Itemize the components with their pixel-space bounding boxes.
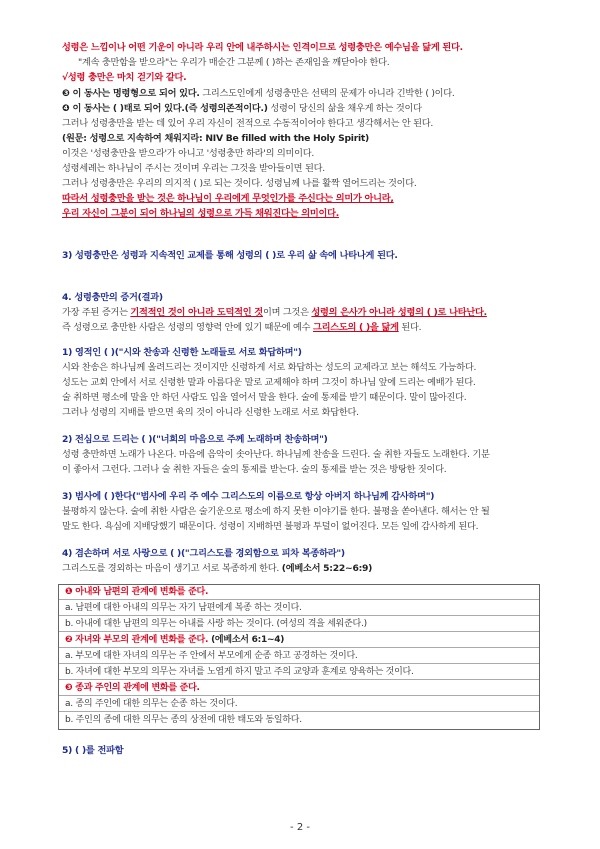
subsection-4-text: 그리스도를 경외하는 마음이 생기고 서로 복종하게 한다. [62,563,282,574]
subsection-4-heading: 4) 겸손하며 서로 사랑으로 ( )("그리스도를 경외함으로 피차 복종하라") [62,548,345,559]
page-number: - 2 - [290,822,310,833]
section-3-heading: 3) 성령충만은 성령과 지속적인 교제를 통해 성령의 ( )로 우리 삶 속에 나타나게 된다. [62,250,398,261]
line-baptism: 성령세례는 하나님이 주시는 것이며 우리는 그것을 받아들이면 된다. [62,163,325,174]
subsection-2-heading: 2) 전심으로 드리는 ( )("너희의 마음으로 주께 노래하며 찬송하며") [62,434,328,445]
line-will: 그러나 성령충만은 우리의 의지적 ( )로 되는 것이다. 성령님께 나를 활짝 열어드리는 것이다. [62,178,417,189]
relationship-box [58,584,540,730]
box-row-parent-duty: b. 자녀에 대한 부모의 의무는 자녀를 노엽게 하지 말고 주의 교양과 훈계로 양육하는 것이다. [59,665,539,680]
subsection-3-p2: 말도 한다. 욕심에 지배당했기 때문이다. 성령이 지배하면 불평과 투덜이 없어진다. 모든 일에 감사하게 된다. [62,521,479,532]
subsection-5-heading: 5) ( )를 전파함 [62,745,124,756]
line-therefore: 따라서 성령충만을 받는 것은 하나님이 우리에게 무엇인가를 주신다는 의미가 아니라, [62,193,394,204]
subsection-1-p2: 성도는 교회 안에서 서로 신령한 말과 아름다운 말로 교제해야 하며 그것이 하나님 앞에 드리는 예배가 된다. [62,377,476,388]
subsection-1-p3: 술 취하면 평소에 말을 안 하던 사람도 입을 열어서 말을 한다. 술에 통제를 받기 때문이다. 말이 많아진다. [62,392,467,403]
character-christ: 그리스도의 ( )을 닮게 [312,322,399,333]
subsection-4-p1 [62,563,566,575]
imperative-heading: ❸ 이 동사는 명령형으로 되어 있다. [62,88,200,99]
line-meaning: 이것은 '성령충만을 받으라'가 아니고 '성령충만 하라'의 의미이다. [62,148,315,159]
subsection-3-p1: 불평하지 않는다. 술에 취한 사람은 술기운으로 평소에 하지 못한 이야기를 한다. 불평을 쏟아낸다. 해서는 안 될 [62,506,490,517]
box-row-servant-duty: a. 종의 주인에 대한 의무는 순종 하는 것이다. [59,697,539,712]
box-row-wife-duty: a. 남편에 대한 아내의 의무는 자기 남편에게 복종 하는 것이다. [59,601,539,616]
line-original-text: (원문: 성령으로 지속하여 채워지라: NIV Be filled with the Holy Spirit) [62,133,369,144]
line-filling-walking: √성령 충만은 마치 걷기와 같다. [62,72,187,83]
subsection-4-ref: (에베소서 5:22~6:9) [281,563,373,574]
box-row-marriage: ❶ 아내와 남편의 관계에 변화를 준다. [59,585,539,600]
evidence-text-1: 가장 주된 증거는 [62,307,131,318]
section-4-heading: 4. 성령충만의 증거(결과) [62,292,163,303]
subsection-2-p2: 이 좋아서 그런다. 그러나 술 취한 자들은 술의 통제를 받는다. 술의 통제를 받는 것은 방탕한 짓이다. [62,464,447,475]
box-parents-ref: (에베소서 6:1~4) [208,635,285,645]
subsection-1-heading: 1) 영적인 ( )("시와 찬송과 신령한 노래들로 서로 화답하며") [62,347,302,358]
box-row-parents [59,633,539,648]
passive-text: 성령이 당신의 삶을 채우게 하는 것이다 [267,103,422,114]
line-not-passive: 그러나 성령충만을 받는 데 있어 우리 자신이 전적으로 수동적이어야 한다고 생각해서는 안 된다. [62,118,434,129]
subsection-3-heading: 3) 범사에 ( )한다("범사에 우리 주 예수 그리스도의 이름으로 항상 아버지 하나님께 감사하며") [62,491,435,502]
subsection-2-p1: 성령 충만하면 노래가 나온다. 마음에 음악이 솟아난다. 하나님께 찬송을 드린다. 술 취한 자들도 노래한다. 기분 [62,449,490,460]
evidence-text-2: 이며 그것은 [262,307,312,318]
imperative-text: 그리스도인에게 성령충만은 선택의 문제가 아니라 긴박한 ( )이다. [199,88,455,99]
evidence-moral: 기적적인 것이 아니라 도덕적인 것 [130,307,263,318]
box-row-master-duty: b. 주인의 종에 대한 의무는 종의 상전에 대한 태도와 동일하다. [65,715,302,725]
line-imperative [62,88,566,100]
box-row-master-servant: ❸ 종과 주인의 관계에 변화를 준다. [59,681,539,696]
line-christ-character [62,322,566,334]
line-ourselves: 우리 자신이 그분이 되어 하나님의 성령으로 가득 채워진다는 의미이다. [62,208,339,219]
subsection-1-p1: 시와 찬송은 하나님께 올려드리는 것이지만 신령하게 서로 화답하는 성도의 교제라고 보는 해석도 가능하다. [62,362,477,373]
line-main-evidence [62,307,566,319]
character-text-1: 즉 성령으로 충만한 사람은 성령의 영향력 안에 있기 때문에 예수 [62,322,313,333]
line-passive [62,103,566,115]
evidence-fruit: 성령의 은사가 아니라 성령의 ( )로 나타난다. [311,307,487,318]
line-continue-filled: "계속 충만함을 받으라"는 우리가 매순간 그분께 ( )하는 존재임을 깨닫아야 한다. [78,57,390,68]
passive-heading: ❹ 이 동사는 ( )태로 되어 있다.(즉 성령의존적이다.) [62,103,268,114]
box-row-husband-duty: b. 아내에 대한 남편의 의무는 아내를 사랑 하는 것이다. (여성의 격을 세워준다.) [59,617,539,632]
character-text-2: 된다. [398,322,422,333]
line-spirit-person: 성령은 느낌이나 어떤 기운이 아니라 우리 안에 내주하시는 인격이므로 성령충만은 예수님을 닮게 된다. [62,42,463,53]
box-parents-heading: ❷ 자녀와 부모의 관계에 변화를 준다. [65,635,209,645]
box-row-child-duty: a. 부모에 대한 자녀의 의무는 주 안에서 부모에게 순종 하고 공경하는 것이다. [59,649,539,664]
subsection-1-p4: 그러나 성령의 지배를 받으면 육의 것이 아니라 신령한 노래로 서로 화답한다. [62,407,359,418]
